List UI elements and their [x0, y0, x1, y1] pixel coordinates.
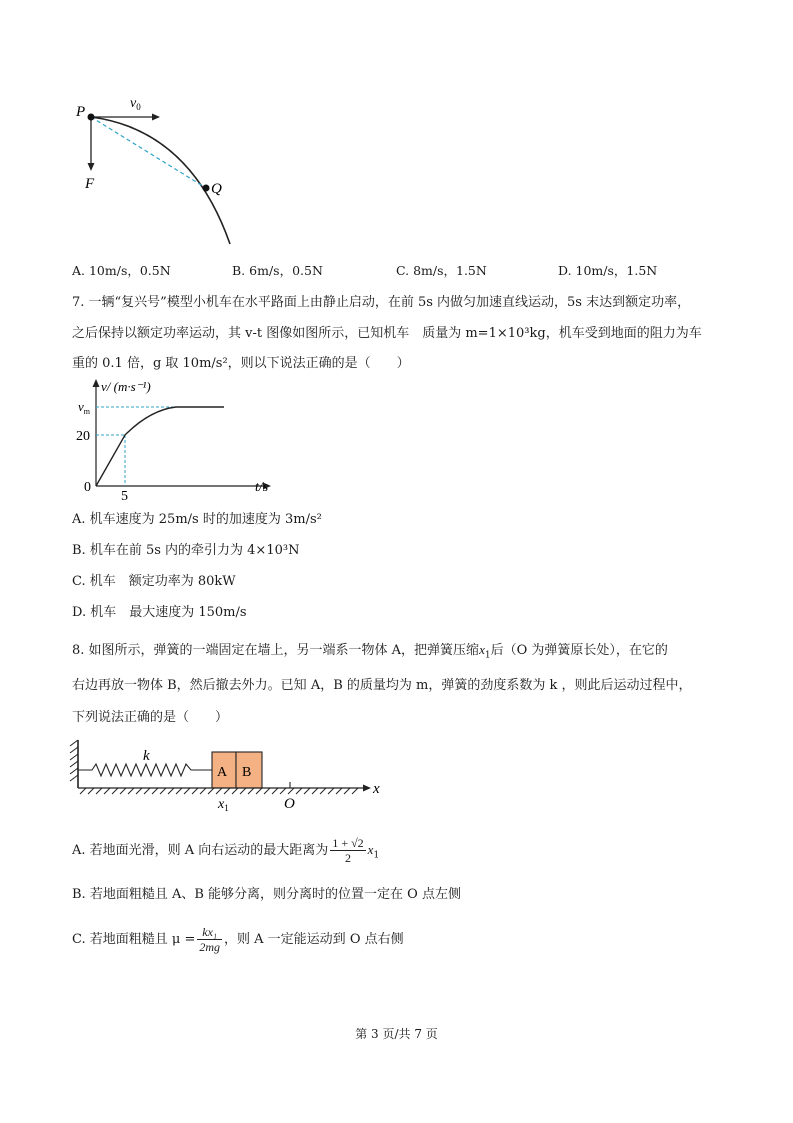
q7-stem-line1: 7. 一辆“复兴号”模型小机车在水平路面上由静止启动，在前 5s 内做匀加速直线运动，5s 末达到额定功率， — [72, 295, 691, 310]
x-axis-arrowhead — [363, 785, 371, 792]
q7-stem-line2: 之后保持以额定功率运动，其 v-t 图像如图所示，已知机车 质量为 m=1×10³kg，机车受到地面的阻力为车 — [72, 326, 702, 341]
trajectory-curve — [91, 117, 230, 244]
ground-hatching — [80, 788, 358, 794]
q8-stem-line1: 8. 如图所示，弹簧的一端固定在墙上，另一端系一物体 A，把弹簧压缩$x_1$后（O 为弹簧原长处），在它的 — [72, 642, 668, 661]
q8-spring-figure — [66, 736, 396, 816]
q8-option-c[interactable]: C. 若地面粗糙且 μ = $\frac{\text{kx₁}}{2mg}$ ，则 A 一定能运动到 O 点右侧 — [72, 925, 404, 954]
fraction-one-plus-root2-over-2: $\frac{1 + √2}{2}$ — [332, 836, 364, 865]
label-q: Q — [211, 181, 222, 197]
q7-option-c[interactable]: C. 机车 额定功率为 80kW — [72, 574, 236, 589]
label-p: P — [76, 104, 86, 120]
wall-hatching — [70, 740, 78, 781]
chord-line-pq — [91, 117, 206, 188]
force-arrowhead — [88, 163, 95, 171]
q7-stem-line3: 重的 0.1 倍，g 取 10m/s²，则以下说法正确的是（ ） — [72, 356, 410, 371]
q6-option-d[interactable]: D. 10m/s，1.5N — [558, 263, 658, 278]
tick-origin: 0 — [84, 480, 91, 495]
tick-5: 5 — [121, 489, 128, 504]
label-k: k — [143, 748, 150, 764]
q7-option-d[interactable]: D. 机车 最大速度为 150m/s — [72, 605, 247, 620]
label-o: O — [284, 796, 295, 812]
q6-trajectory-figure — [60, 90, 260, 250]
point-q — [203, 185, 210, 192]
label-v0: $v_0$ — [130, 96, 141, 112]
q8-stem-line3: 下列说法正确的是（ ） — [72, 710, 229, 725]
v0-arrowhead — [152, 114, 160, 121]
label-x1: $x_1$ — [218, 797, 229, 813]
label-a: A — [217, 765, 228, 780]
q8-option-b[interactable]: B. 若地面粗糙且 A、B 能够分离，则分离时的位置一定在 O 点左侧 — [72, 887, 461, 902]
vt-curve — [96, 407, 224, 486]
q6-option-c[interactable]: C. 8m/s，1.5N — [396, 263, 487, 278]
label-f: F — [85, 176, 95, 192]
tick-20: 20 — [76, 429, 90, 444]
q6-option-b[interactable]: B. 6m/s，0.5N — [232, 263, 323, 278]
q7-option-a[interactable]: A. 机车速度为 25m/s 时的加速度为 3m/s² — [72, 512, 322, 527]
q6-option-a[interactable]: A. 10m/s，0.5N — [72, 263, 171, 278]
x-axis-label: t/s — [255, 480, 269, 495]
label-b: B — [242, 765, 252, 780]
y-axis-arrowhead — [93, 379, 100, 387]
q8-stem-line2: 右边再放一物体 B，然后撤去外力。已知 A，B 的质量均为 m，弹簧的劲度系数为 k ，则此后运动过程中， — [72, 678, 692, 693]
spring — [78, 764, 212, 776]
label-x-axis: x — [373, 781, 380, 797]
q7-option-b[interactable]: B. 机车在前 5s 内的牵引力为 4×10³N — [72, 543, 300, 558]
q7-vt-graph — [72, 376, 292, 504]
fraction-kx1-over-2mg: $\frac{\text{kx₁}}{2mg}$ — [199, 925, 221, 954]
tick-vm: $v_m$ — [78, 399, 91, 416]
point-p — [88, 114, 95, 121]
page-footer: 第 3 页/共 7 页 — [355, 1027, 438, 1041]
q8-option-a[interactable]: A. 若地面光滑，则 A 向右运动的最大距离为 $\frac{1 + √2}{2}$ $x_1$ — [72, 836, 380, 865]
y-axis-label: v/ (m·s⁻¹) — [101, 379, 151, 394]
